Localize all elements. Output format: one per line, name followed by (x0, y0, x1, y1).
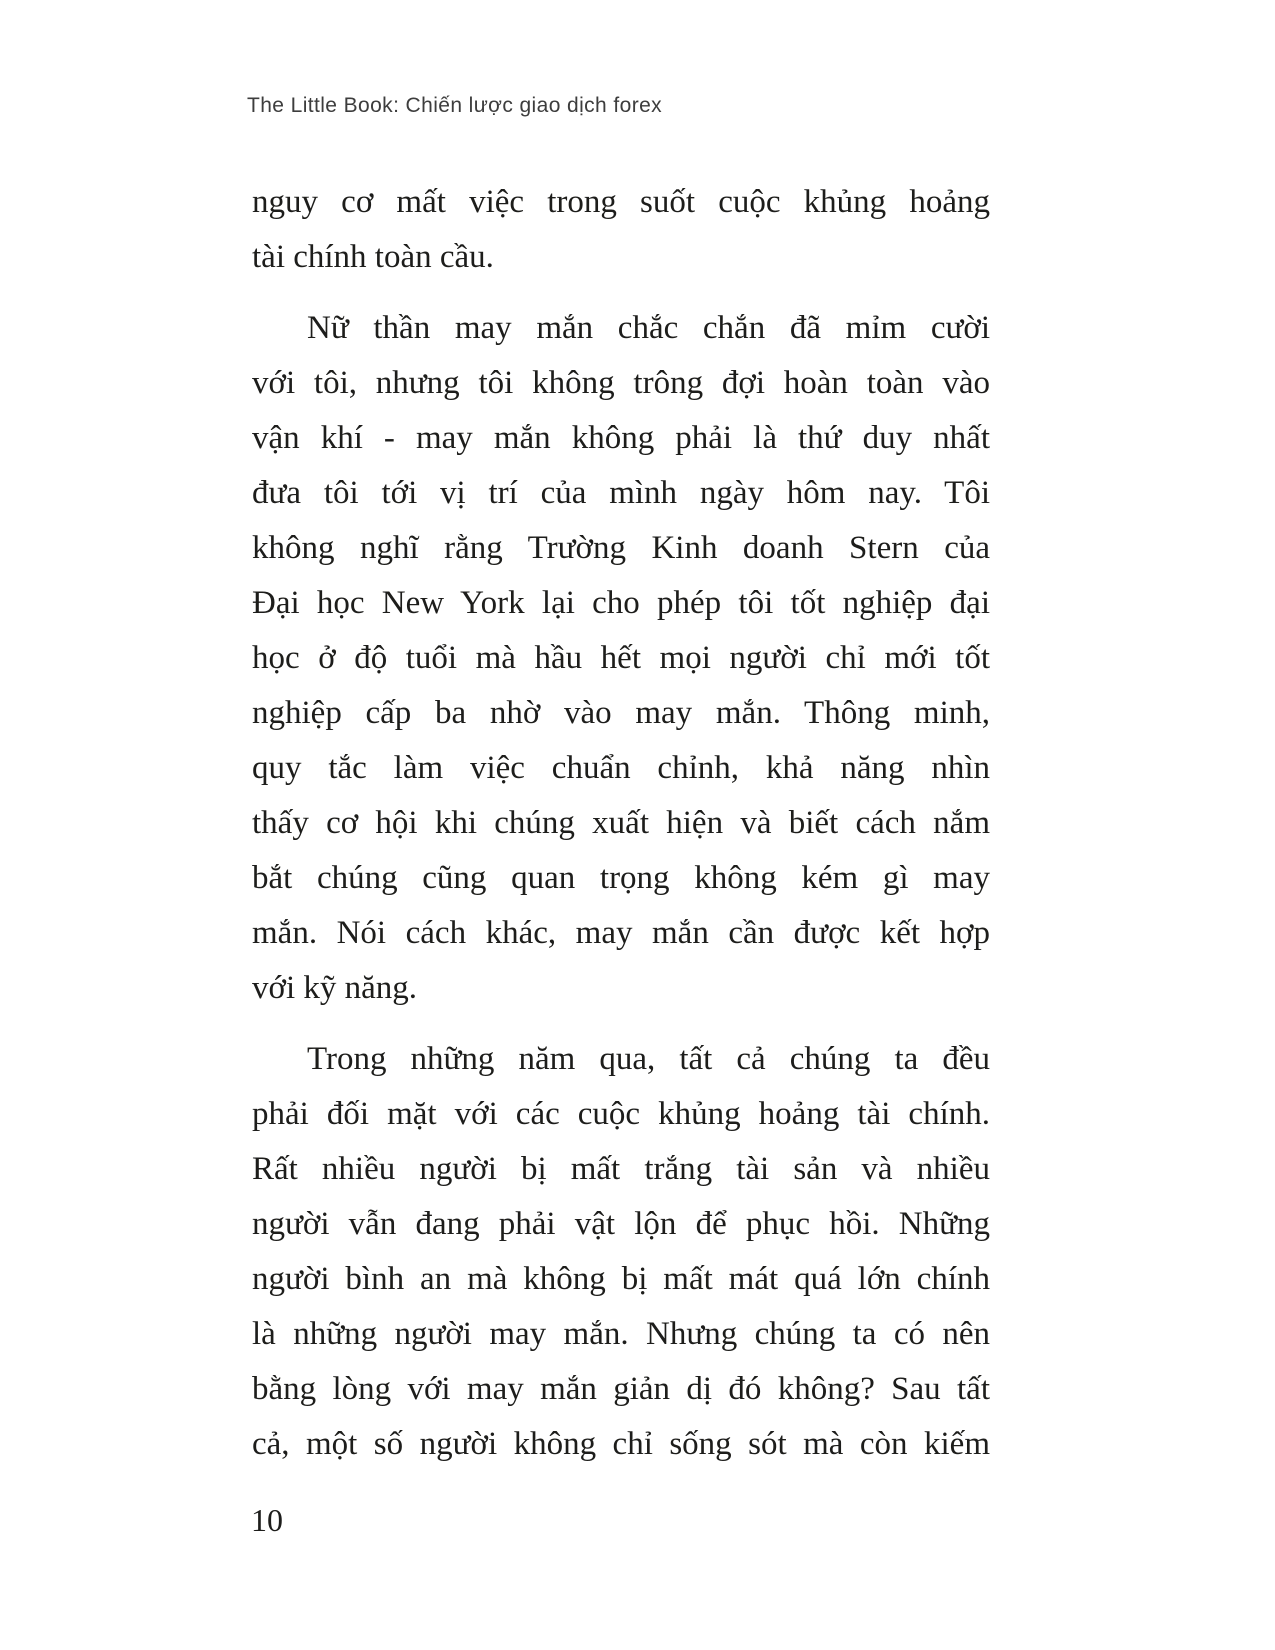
running-header: The Little Book: Chiến lược giao dịch forex (247, 94, 663, 117)
body-line: người vẫn đang phải vật lộn để phục hồi. Những (252, 1206, 990, 1242)
body-line: tài chính toàn cầu. (252, 239, 494, 275)
body-line: Đại học New York lại cho phép tôi tốt nghiệp đại (252, 585, 990, 621)
body-line: thấy cơ hội khi chúng xuất hiện và biết cách nắm (252, 805, 990, 841)
paragraph (252, 1032, 990, 1472)
body-line: phải đối mặt với các cuộc khủng hoảng tài chính. (252, 1096, 990, 1132)
body-line: người bình an mà không bị mất mát quá lớn chính (252, 1261, 990, 1297)
body-line: với kỹ năng. (252, 970, 418, 1006)
body-line: nghiệp cấp ba nhờ vào may mắn. Thông minh, (252, 695, 990, 731)
body-line: quy tắc làm việc chuẩn chỉnh, khả năng nhìn (252, 750, 990, 786)
body-line: với tôi, nhưng tôi không trông đợi hoàn toàn vào (252, 365, 990, 401)
body-line: Trong những năm qua, tất cả chúng ta đều (307, 1041, 990, 1077)
body-line: mắn. Nói cách khác, may mắn cần được kết hợp (252, 915, 990, 951)
body-line: cả, một số người không chỉ sống sót mà còn kiếm (252, 1426, 990, 1462)
body-line: học ở độ tuổi mà hầu hết mọi người chỉ mới tốt (252, 640, 990, 676)
paragraph (252, 301, 990, 1016)
page-number: 10 (251, 1502, 283, 1538)
body-line: không nghĩ rằng Trường Kinh doanh Stern của (252, 530, 990, 566)
body-line: đưa tôi tới vị trí của mình ngày hôm nay. Tôi (252, 475, 990, 511)
body-line: Nữ thần may mắn chắc chắn đã mỉm cười (307, 310, 990, 346)
body-text (252, 175, 990, 1472)
body-line: bằng lòng với may mắn giản dị đó không? Sau tất (252, 1371, 990, 1407)
body-line: là những người may mắn. Nhưng chúng ta có nên (252, 1316, 990, 1352)
body-line: vận khí - may mắn không phải là thứ duy nhất (252, 420, 990, 456)
paragraph (252, 175, 990, 285)
body-line: Rất nhiều người bị mất trắng tài sản và nhiều (252, 1151, 990, 1187)
body-line: bắt chúng cũng quan trọng không kém gì may (252, 860, 990, 896)
body-line: nguy cơ mất việc trong suốt cuộc khủng hoảng (252, 184, 990, 220)
